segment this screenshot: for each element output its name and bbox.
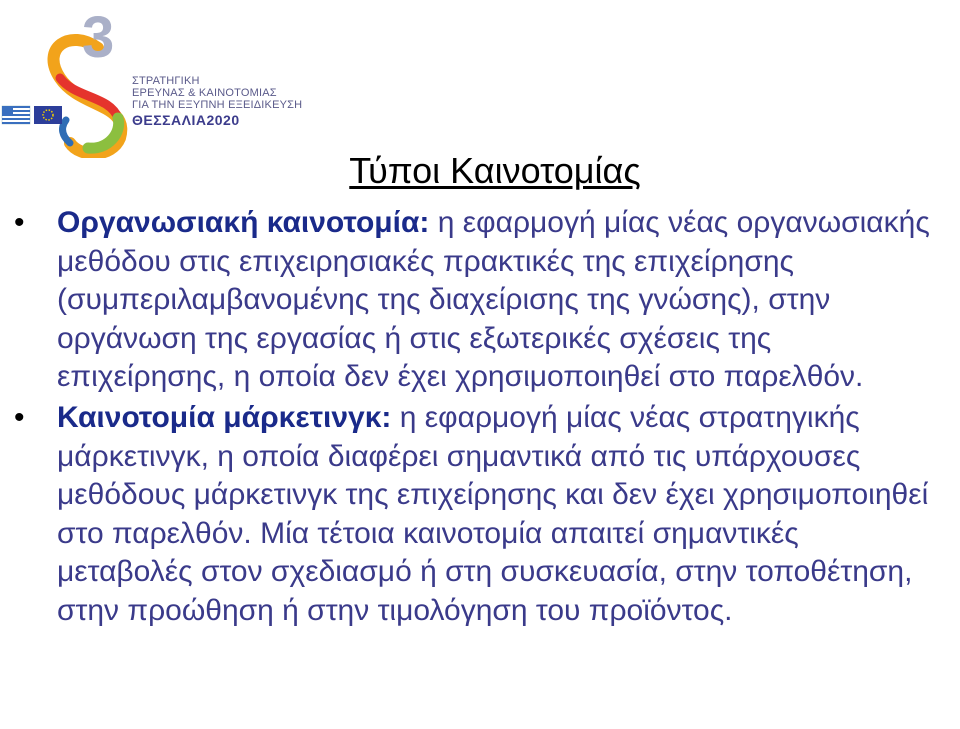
- logo-number: 3: [82, 5, 115, 70]
- logo-caption: [132, 75, 302, 111]
- logo-caption-line: ΣΤΡΑΤΗΓΙΚΗ: [132, 75, 200, 87]
- bullet-text: η εφαρμογή μίας νέας στρατηγικής μάρκετινγκ, η οποία διαφέρει σημαντικά από τις υπάρχουσες μεθόδους μάρκετινγκ της επιχείρησης και δεν έχει χρησιμοποιηθεί στο παρελθόν.: [57, 400, 929, 550]
- bullet-dot-icon: •: [14, 400, 25, 434]
- logo: [0, 5, 330, 158]
- slide-title-text: Τύποι Καινοτομίας: [349, 150, 641, 191]
- bullet-item: [0, 399, 960, 631]
- bullet-list: [0, 204, 960, 631]
- bullet-term: Οργανωσιακή καινοτομία:: [57, 206, 430, 239]
- logo-caption-line: ΕΡΕΥΝΑΣ & ΚΑΙΝΟΤΟΜΙΑΣ: [132, 87, 277, 99]
- slide-title: [0, 150, 960, 192]
- bullet-item: [0, 204, 960, 397]
- bullet-dot-icon: •: [14, 206, 25, 239]
- logo-caption-line: ΓΙΑ ΤΗΝ ΕΞΥΠΝΗ ΕΞΕΙΔΙΚΕΥΣΗ: [132, 99, 303, 111]
- logo-brand: ΘΕΣΣΑΛΙΑ2020: [132, 112, 240, 128]
- bullet-term: Καινοτομία μάρκετινγκ:: [57, 400, 392, 434]
- bullet-text: η εφαρμογή μίας νέας οργανωσιακής μεθόδου στις επιχειρησιακές πρακτικές της επιχείρησης (συμπεριλαμβανομένης της διαχείρισης της γνώσης), στην οργάνωση της εργασίας ή στις εξωτερικές σχέσεις της επιχείρησης, η οποία δεν έχει χρησιμοποιηθεί στο παρελθόν.: [57, 206, 930, 394]
- bullet-text-extra: Μία τέτοια καινοτομία απαιτεί σημαντικές μεταβολές στον σχεδιασμό ή στη συσκευασία, στην τοποθέτηση, στην προώθηση ή στην τιμολόγηση του προϊόντος.: [57, 516, 913, 627]
